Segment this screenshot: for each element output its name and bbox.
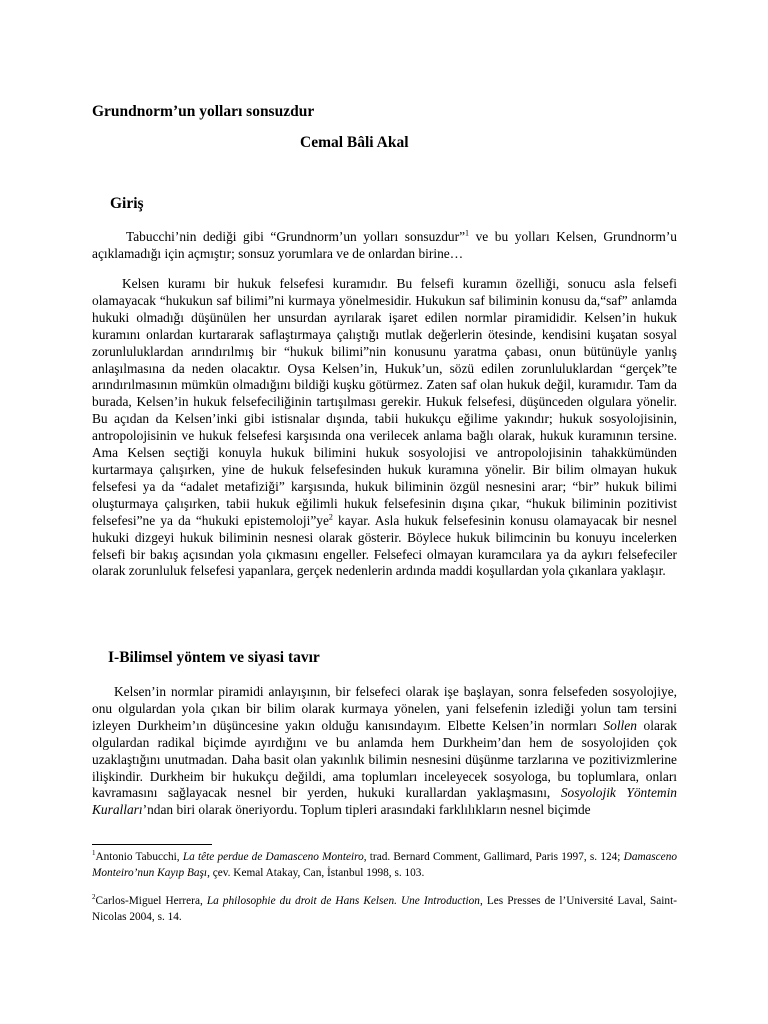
footnote-2-text-a: Carlos-Miguel Herrera, [95, 895, 207, 907]
intro-paragraph-2-text-b: kayar. Asla hukuk felsefesinin konusu olamayacak bir nesnel hukuki dizgeyi hukuk biliminin nesnesi olarak gösterir. Böylece hukuk bilimcinin bu konuyu incelerken felsefi bir bakış açısından yola çıkmasını engeller. Felsefeci olmayan kuramcılara ya da aykırı felsefeciler olarak zorunluluk felsefesi yapanlara, gerçek nedenlerin ardında maddi koşullardan yola çıkanlara yaklaşır. [92, 512, 677, 579]
intro-paragraph-1 [92, 229, 677, 263]
footnote-1-text-b: , trad. Bernard Comment, Gallimard, Paris 1997, s. 124; [363, 851, 624, 863]
intro-paragraph-2-text-a: Kelsen kuramı bir hukuk felsefesi kuramıdır. Bu felsefi kuramın özelliği, sonucu asla felsefi olamayacak “hukukun saf bilimi”ni kurmaya yönelmesidir. Hukukun saf biliminin konusu da,“saf” anlamda hukuki olmadığı düşünülen her unsurdan ayrılarak işaret edilen normlar piramididir. Kelsen’in hukuk kuramını onlardan kurtararak saflaştırmaya çalıştığı mutlak değerlerin ötesinde, kendisini kuşatan sosyal zorunluluklardan arındırılmış bir “hukuk bilimi”nin konusunu yaratma çabası, onun bütünüyle yanlış anlaşılmasına da neden olacaktır. Oysa Kelsen’in, Hukuk’un, sözü edilen zorunluluklardan “gerçek”te arındırılmasının mümkün olmadığını bildiği kuşku götürmez. Zaten saf olan hukuk değil, kuramıdır. Tam da burada, Kelsen’in hukuk felsefeciliğinin tartışılması gerekir. Hukuk felsefesi, düşünceden olgulara yönelir. Bu açıdan da Kelsen’inki gibi istisnalar dışında, tabii hukukçu eğilime yakındır; hukuk sosyolojisinin, antropolojisinin ve hukuk felsefesi karşısında ona verilecek anlama bağlı olarak, hukuk kuramının tersine. Ama Kelsen seçtiği konuyla hukuk bilimini hukuk sosyolojisi ve antropolojisinin tahakkümünden kurtarmaya çalışırken, yine de hukuk felsefesinden hukuk kuramına yönelir. Bir bilim olmayan hukuk felsefesi ya da “adalet metafiziği” karşısında, hukuk biliminin özgül nesnesini arar; “bir” hukuk bilimi oluşturmaya çalışırken, tabii hukuk eğilimli hukuk felsefesinin dışına çıkar, “hukuk biliminin pozitivist felsefesi”ne ya da “hukuki epistemoloji”ye [92, 276, 677, 528]
footnote-ref-1: 1 [465, 228, 470, 238]
section-1-italic-sollen: Sollen [603, 717, 637, 733]
intro-paragraph-1-text-a: Tabucchi’nin dediği gibi “Grundnorm’un yolları sonsuzdur” [126, 229, 466, 244]
section-1-text-a: Kelsen’in normlar piramidi anlayışının, bir felsefeci olarak işe başlayan, sonra felsefeden sosyolojiye, onu olgulardan yola çıkan bir bilim olarak kurmaya yönelen, yani felsefenin izlediği yolun tam tersini izleyen Durkheim’ın düşüncesine yakın olduğu kanısındayım. Elbette Kelsen’in normları [92, 684, 677, 733]
footnote-2-number: 2 [92, 893, 96, 902]
section-1-text-c: ’ndan biri olarak öneriyordu. Toplum tipleri arasındaki farklılıkların nesnel biçimde [142, 802, 591, 818]
section-1-text-b: olarak olgulardan radikal biçimde ayırdığını ve bu anlamda hem Durkheim’dan hem de sosyolojiden çok uzaklaştığını unutmadan. Daha basit olan yakınlık bilimin nesnesini düşünme tarzlarına ve pozitivizmlerine ilişkindir. Durkheim bir hukukçu değildi, ama toplumları inceleyecek sosyologa, bu toplumlara, onları kavramasını sağlayacak nesnel bir yerden, hukuki kurallardan yaklaşmasını, [92, 717, 677, 801]
footnote-1-italic-1: La tête perdue de Damasceno Monteiro [182, 851, 364, 863]
author-name: Cemal Bâli Akal [300, 134, 409, 151]
document-title: Grundnorm’un yolları sonsuzdur [92, 103, 315, 120]
intro-paragraph-1-text-b: ve bu yolları Kelsen, Grundnorm’u açıklamadığı için açmıştır; sonsuz yorumlara ve de onlardan birine… [92, 229, 678, 261]
section-1-paragraph [92, 684, 677, 819]
footnote-2-italic: La philosophie du droit de Hans Kelsen. Une Introduction [206, 895, 480, 907]
footnote-2 [92, 893, 677, 925]
intro-heading: Giriş [110, 195, 144, 212]
footnote-1-text-a: Antonio Tabucchi, [95, 851, 183, 863]
section-1-heading: I-Bilimsel yöntem ve siyasi tavır [108, 649, 320, 666]
footnote-2-text-b: , Les Presses de l’Université Laval, Saint-Nicolas 2004, s. 14. [92, 895, 677, 923]
footnote-ref-2: 2 [328, 512, 333, 522]
footnote-1-italic-2: Damasceno Monteiro’nun Kayıp Başı [92, 851, 677, 879]
footnote-1-text-c: , çev. Kemal Atakay, Can, İstanbul 1998, s. 103. [207, 867, 425, 879]
intro-paragraph-2 [92, 276, 677, 580]
footnote-1-number: 1 [92, 849, 96, 858]
footnote-separator [92, 844, 212, 845]
footnote-1 [92, 849, 677, 881]
section-1-italic-book-title: Sosyolojik Yöntemin Kuralları [92, 785, 677, 818]
